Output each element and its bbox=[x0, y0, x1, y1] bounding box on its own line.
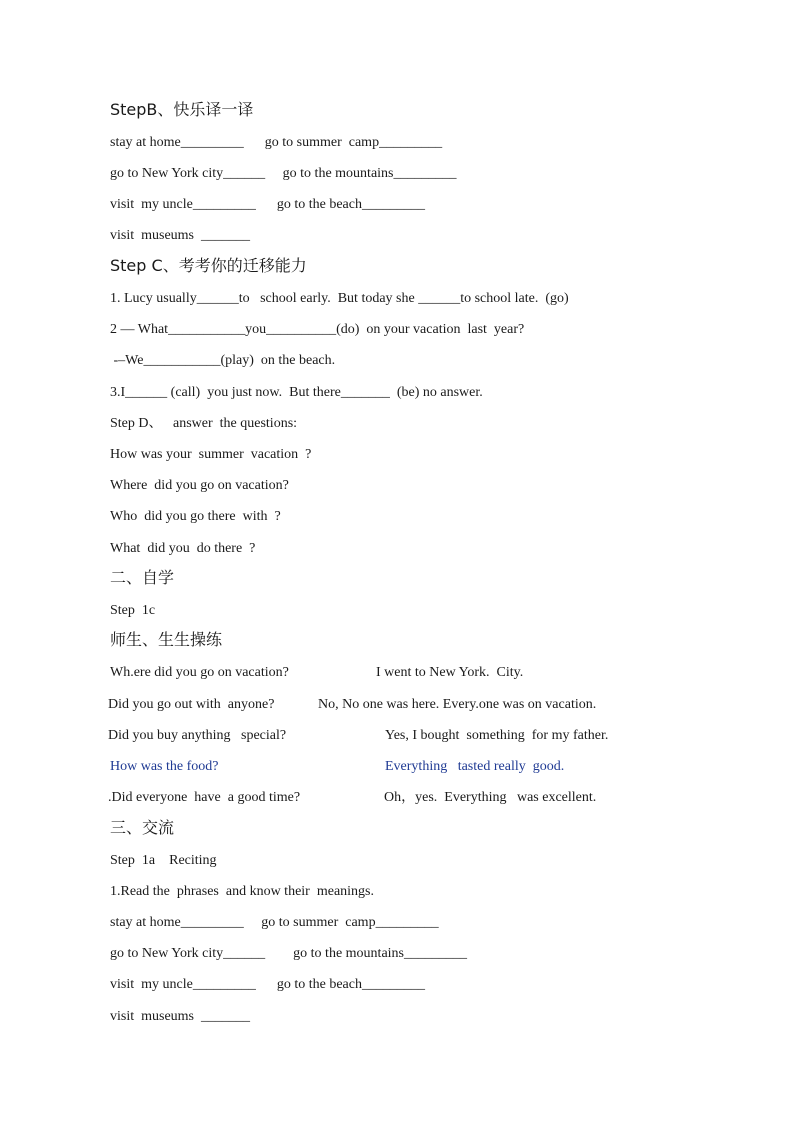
dialog-question-4: How was the food? bbox=[110, 759, 219, 774]
question-3: 3.I______ (call) you just now. But there_______ (be) no answer. bbox=[110, 385, 483, 400]
phrase-row-1: stay at home_________ go to summer camp_________ bbox=[110, 135, 443, 150]
dialog-question-1: Wh.ere did you go on vacation? bbox=[110, 665, 289, 680]
step-b-heading: StepB、快乐译一译 bbox=[110, 100, 254, 119]
practice-subheading: 师生、生生操练 bbox=[110, 630, 223, 649]
dialog-answer-3: Yes, I bought something for my father. bbox=[385, 728, 609, 743]
phrase-row-3: visit my uncle_________ go to the beach_________ bbox=[110, 197, 425, 212]
step-1c-label: Step 1c bbox=[110, 603, 156, 618]
recite-row-4: visit museums _______ bbox=[110, 1009, 251, 1024]
self-study-heading: 二、自学 bbox=[110, 568, 175, 587]
step-c-heading: Step C、考考你的迁移能力 bbox=[110, 256, 307, 275]
dialog-answer-4: Everything tasted really good. bbox=[385, 759, 565, 774]
exchange-heading: 三、交流 bbox=[110, 818, 175, 837]
dialog-answer-1: I went to New York. City. bbox=[376, 665, 524, 680]
dialog-question-5: .Did everyone have a good time? bbox=[108, 790, 301, 805]
dialog-answer-2: No, No one was here. Every.one was on vacation. bbox=[318, 697, 597, 712]
recite-row-1: stay at home_________ go to summer camp_________ bbox=[110, 915, 439, 930]
dialog-question-3: Did you buy anything special? bbox=[108, 728, 287, 743]
phrase-row-4: visit museums _______ bbox=[110, 228, 251, 243]
step-d-heading: Step D、 answer the questions: bbox=[110, 416, 298, 431]
question-2a: 2 — What___________you__________(do) on your vacation last year? bbox=[110, 322, 525, 337]
reading-instruction: 1.Read the phrases and know their meanings. bbox=[110, 884, 374, 899]
dialog-answer-5: Oh，yes. Everything was excellent. bbox=[384, 790, 597, 805]
answer-question-1: How was your summer vacation ? bbox=[110, 447, 312, 462]
question-1: 1. Lucy usually______to school early. But today she ______to school late. (go) bbox=[110, 291, 569, 306]
phrase-row-2: go to New York city______ go to the mountains_________ bbox=[110, 166, 457, 181]
recite-row-2: go to New York city______ go to the mountains_________ bbox=[110, 946, 467, 961]
dialog-question-2: Did you go out with anyone? bbox=[108, 697, 275, 712]
recite-row-3: visit my uncle_________ go to the beach_________ bbox=[110, 977, 425, 992]
answer-question-2: Where did you go on vacation? bbox=[110, 478, 289, 493]
question-2b: -–We___________(play) on the beach. bbox=[110, 353, 336, 368]
step-1a-label: Step 1a Reciting bbox=[110, 853, 217, 868]
answer-question-4: What did you do there ? bbox=[110, 541, 256, 556]
answer-question-3: Who did you go there with ? bbox=[110, 509, 281, 524]
